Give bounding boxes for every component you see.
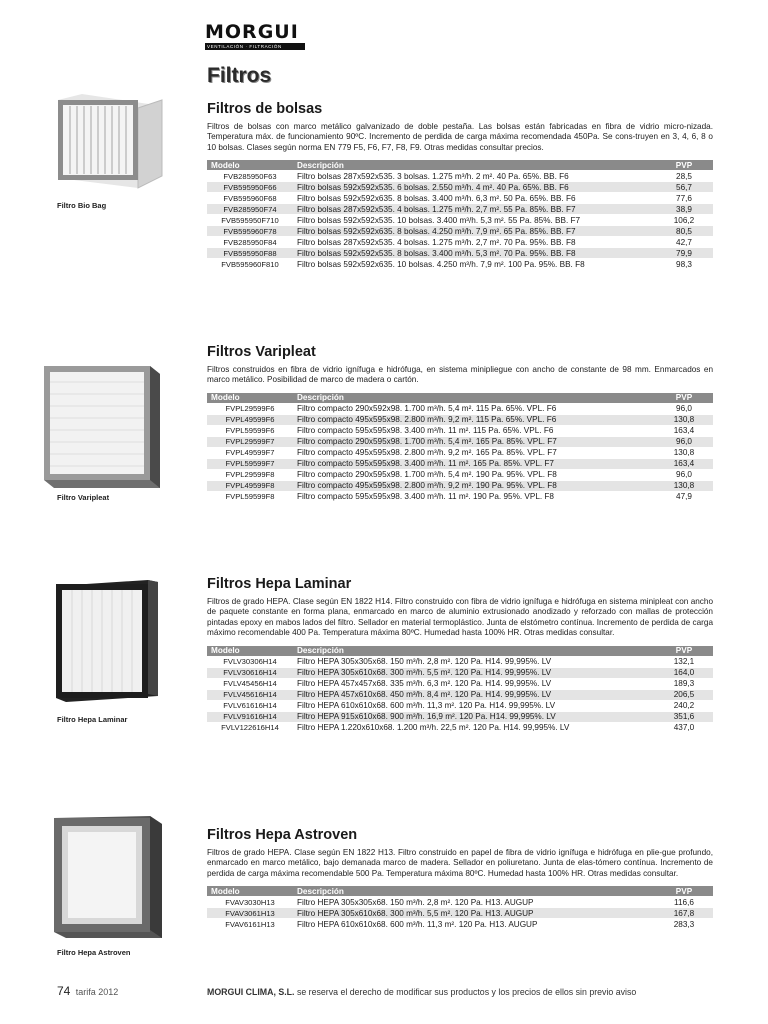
cell-price: 240,2 — [673, 701, 695, 711]
table-header-row — [207, 646, 713, 656]
page-number-block — [57, 984, 118, 998]
cell-description: Filtro bolsas 592x592x535. 10 bolsas. 3.400 m³/h. 5,3 m². 55 Pa. 85%. BB. F7 — [297, 215, 581, 225]
price-table — [207, 645, 713, 734]
section-hepa-laminar — [207, 576, 713, 734]
cell-price: 189,3 — [673, 679, 695, 689]
cell-description: Filtro compacto 595x595x98. 3.400 m³/h. 11 m². 115 Pa. 65%. VPL. F6 — [297, 426, 554, 436]
cell-description: Filtro HEPA 610x610x68. 600 m³/h. 11,3 m². 120 Pa. H14. 99,995%. LV — [297, 701, 556, 711]
table-header-row — [207, 886, 713, 896]
section-title: Filtros Varipleat — [207, 344, 316, 360]
column-header-price: PVP — [655, 160, 713, 170]
cell-model: FVB285950F84 — [223, 237, 277, 247]
cell-price: 437,0 — [673, 723, 695, 733]
cell-price: 167,8 — [655, 908, 713, 918]
column-header-description: Descripción — [293, 646, 655, 656]
cell-model: FVB595950F66 — [207, 182, 293, 192]
section-title: Filtros de bolsas — [207, 101, 323, 117]
table-header-row — [207, 160, 713, 170]
cell-price: 56,7 — [655, 182, 713, 192]
cell-description: Filtro compacto 495x595x98. 2.800 m³/h. 9,2 m². 165 Pa. 85%. VPL. F7 — [297, 448, 557, 458]
cell-price: 130,8 — [673, 448, 695, 458]
cell-description: Filtro compacto 595x595x98. 3.400 m³/h. 11 m². 165 Pa. 85%. VPL. F7 — [293, 459, 655, 469]
table-row — [207, 226, 713, 236]
section-bag-filters — [207, 101, 713, 270]
cell-price: 206,5 — [655, 690, 713, 700]
cell-model: FVPL29599F7 — [207, 437, 293, 447]
cell-description: Filtro compacto 290x595x98. 1.700 m³/h. 5,4 m². 190 Pa. 95%. VPL. F8 — [297, 470, 557, 480]
cell-model: FVPL49599F6 — [207, 415, 293, 425]
bag-filter-image — [52, 92, 164, 192]
cell-description: Filtro bolsas 287x592x535. 3 bolsas. 1.275 m³/h. 2 m². 40 Pa. 65%. BB. F6 — [297, 171, 569, 181]
footer-disclaimer — [207, 987, 636, 997]
image-caption: Filtro Hepa Laminar — [57, 715, 128, 724]
hepa-astroven-filter-image — [50, 812, 166, 942]
table-row — [207, 470, 713, 480]
brand-logo — [205, 22, 305, 50]
column-header-price: PVP — [655, 393, 713, 403]
column-header-description: Descripción — [293, 393, 655, 403]
column-header-description: Descripción — [293, 886, 655, 896]
cell-description: Filtro bolsas 287x592x535. 4 bolsas. 1.275 m³/h. 2,7 m². 55 Pa. 85%. BB. F7 — [293, 204, 655, 214]
cell-price: 164,0 — [655, 668, 713, 678]
cell-description: Filtro HEPA 457x610x68. 450 m³/h. 8,4 m². 120 Pa. H14. 99,995%. LV — [293, 690, 655, 700]
cell-price: 98,3 — [676, 259, 692, 269]
table-row — [207, 492, 713, 502]
cell-model: FVPL59599F8 — [225, 492, 275, 502]
cell-model: FVPL49599F7 — [225, 448, 275, 458]
cell-price: 42,7 — [676, 237, 692, 247]
image-caption: Filtro Bio Bag — [57, 201, 107, 210]
cell-description: Filtro compacto 495x595x98. 2.800 m³/h. 9,2 m². 115 Pa. 65%. VPL. F6 — [293, 415, 655, 425]
image-caption: Filtro Varipleat — [57, 493, 110, 502]
cell-model: FVPL49599F8 — [207, 481, 293, 491]
image-caption: Filtro Hepa Astroven — [57, 948, 131, 957]
cell-model: FVB595950F88 — [207, 248, 293, 258]
section-title: Filtros Hepa Laminar — [207, 576, 352, 592]
cell-model: FVLV61616H14 — [223, 701, 277, 711]
cell-description: Filtro compacto 290x595x98. 1.700 m³/h. 5,4 m². 165 Pa. 85%. VPL. F7 — [293, 437, 655, 447]
cell-model: FVPL29599F8 — [225, 470, 275, 480]
cell-price: 96,0 — [676, 470, 692, 480]
table-row — [207, 679, 713, 689]
table-row — [207, 723, 713, 733]
cell-description: Filtro HEPA 457x457x68. 335 m³/h. 6,3 m². 120 Pa. H14. 99,995%. LV — [297, 679, 552, 689]
cell-description: Filtro bolsas 592x592x635. 8 bolsas. 4.250 m³/h. 7,9 m². 65 Pa. 85%. BB. F7 — [293, 226, 655, 236]
cell-price: 28,5 — [676, 171, 692, 181]
cell-model: FVB595960F78 — [207, 226, 293, 236]
table-row — [207, 248, 713, 258]
column-header-model: Modelo — [207, 886, 293, 896]
cell-price: 79,9 — [655, 248, 713, 258]
table-row — [207, 897, 713, 907]
table-row — [207, 448, 713, 458]
section-description: Filtros de bolsas con marco metálico galvanizado de doble pestaña. Las bolsas están fabricadas en fibra de vidrio micro-nizada. Temperatura máx. de funcionamiento 90ºC. Incremento de perdida de carga máxima recomendada 450Pa. Se cons-truyen en 3, 4, 6, 8 o 10 bolsas. Clases según norma EN 779 F5, F6, F7, F8, F9. Otras medidas consultar precios. — [207, 122, 713, 152]
cell-price: 38,9 — [655, 204, 713, 214]
cell-price: 96,0 — [655, 437, 713, 447]
cell-description: Filtro compacto 595x595x98. 3.400 m³/h. 11 m². 190 Pa. 95%. VPL. F8 — [297, 492, 554, 502]
table-row — [207, 481, 713, 491]
cell-description: Filtro HEPA 305x610x68. 300 m³/h. 5,5 m². 120 Pa. H13. AUGUP — [293, 908, 655, 918]
cell-model: FVB595950F710 — [221, 215, 279, 225]
cell-model: FVLV45616H14 — [207, 690, 293, 700]
section-varipleat — [207, 344, 713, 503]
cell-model: FVLV122616H14 — [221, 723, 279, 733]
cell-model: FVLV45456H14 — [223, 679, 277, 689]
column-header-price: PVP — [655, 886, 713, 896]
cell-description: Filtro HEPA 1.220x610x68. 1.200 m³/h. 22,5 m². 120 Pa. H14. 99,995%. LV — [297, 723, 570, 733]
cell-model: FVB595960F810 — [221, 259, 279, 269]
price-table — [207, 159, 713, 270]
cell-description: Filtro bolsas 592x592x635. 10 bolsas. 4.250 m³/h. 7,9 m². 100 Pa. 95%. BB. F8 — [297, 259, 585, 269]
disclaimer-text: se reserva el derecho de modificar sus productos y los precios de ellos sin previo aviso — [296, 987, 637, 997]
varipleat-filter-image — [40, 362, 164, 492]
cell-model: FVB285950F74 — [207, 204, 293, 214]
price-table — [207, 392, 713, 503]
company-name: MORGUI CLIMA, S.L. — [207, 987, 295, 997]
table-row — [207, 668, 713, 678]
table-row — [207, 204, 713, 214]
table-row — [207, 426, 713, 436]
table-row — [207, 215, 713, 225]
cell-price: 132,1 — [673, 657, 695, 667]
cell-description: Filtro bolsas 592x592x535. 8 bolsas. 3.400 m³/h. 5,3 m². 70 Pa. 95%. BB. F8 — [293, 248, 655, 258]
cell-price: 116,6 — [674, 897, 694, 907]
table-header-row — [207, 393, 713, 403]
table-row — [207, 690, 713, 700]
cell-description: Filtro HEPA 305x610x68. 300 m³/h. 5,5 m². 120 Pa. H14. 99,995%. LV — [293, 668, 655, 678]
table-row — [207, 437, 713, 447]
cell-model: FVLV30616H14 — [207, 668, 293, 678]
table-row — [207, 182, 713, 192]
hepa-laminar-filter-image — [52, 576, 164, 706]
section-description: Filtros construidos en fibra de vidrio ignífuga e hidrófuga, en sistema minipliegue con ancho de constante de 98 mm. Enmarcados en marco metálico. Posibilidad de marco de madera o cartón. — [207, 365, 713, 385]
cell-model: FVAV3061H13 — [207, 908, 293, 918]
cell-price: 130,8 — [655, 481, 713, 491]
cell-price: 351,6 — [655, 712, 713, 722]
cell-model: FVB285950F63 — [223, 171, 277, 181]
table-row — [207, 259, 713, 269]
cell-model: FVB595960F68 — [223, 193, 277, 203]
cell-price: 47,9 — [676, 492, 692, 502]
table-row — [207, 459, 713, 469]
cell-price: 77,6 — [676, 193, 692, 203]
column-header-model: Modelo — [207, 160, 293, 170]
cell-model: FVLV91616H14 — [207, 712, 293, 722]
page-number: 74 — [57, 984, 71, 998]
cell-model: FVLV30306H14 — [223, 657, 277, 667]
tariff-label: tarifa 2012 — [75, 987, 119, 997]
column-header-model: Modelo — [207, 393, 293, 403]
cell-description: Filtro bolsas 592x592x635. 8 bolsas. 3.400 m³/h. 6,3 m². 50 Pa. 65%. BB. F6 — [297, 193, 576, 203]
cell-price: 283,3 — [673, 919, 695, 929]
page-title: Filtros — [207, 64, 272, 87]
section-title: Filtros Hepa Astroven — [207, 827, 358, 843]
cell-model: FVPL59599F6 — [225, 426, 275, 436]
table-row — [207, 404, 713, 414]
cell-description: Filtro bolsas 592x592x535. 6 bolsas. 2.550 m³/h. 4 m². 40 Pa. 65%. BB. F6 — [293, 182, 655, 192]
price-table — [207, 885, 713, 930]
table-row — [207, 657, 713, 667]
table-row — [207, 919, 713, 929]
section-hepa-astroven — [207, 827, 713, 930]
cell-description: Filtro HEPA 610x610x68. 600 m³/h. 11,3 m². 120 Pa. H13. AUGUP — [297, 919, 538, 929]
table-row — [207, 237, 713, 247]
cell-description: Filtro bolsas 287x592x535. 4 bolsas. 1.275 m³/h. 2,7 m². 70 Pa. 95%. BB. F8 — [297, 237, 576, 247]
cell-description: Filtro compacto 290x592x98. 1.700 m³/h. 5,4 m². 115 Pa. 65%. VPL. F6 — [297, 404, 557, 414]
column-header-description: Descripción — [293, 160, 655, 170]
brand-tagline: VENTILACIÓN · FILTRACIÓN — [205, 43, 305, 50]
table-row — [207, 193, 713, 203]
cell-price: 96,0 — [676, 404, 692, 414]
cell-price: 106,2 — [673, 215, 695, 225]
cell-price: 130,8 — [655, 415, 713, 425]
brand-name: MORGUI — [205, 21, 299, 43]
cell-description: Filtro HEPA 915x610x68. 900 m³/h. 16,9 m². 120 Pa. H14. 99,995%. LV — [293, 712, 655, 722]
cell-price: 80,5 — [655, 226, 713, 236]
section-description: Filtros de grado HEPA. Clase según EN 1822 H13. Filtro construido en papel de fibra de vidrio ignífuga e hidrófuga en plie-gue profundo, enmarcado en marco metálico, bajo demanada marco de madera. Sellador en poliuretano. Junta de elas-tómero contínua. Incremento de perdida de carga máxima recomendable 500 Pa. Temperatura máxima 80ºC. Humedad hasta 100% HR. Otras medidas consultar. — [207, 848, 713, 878]
cell-model: FVPL29599F6 — [225, 404, 275, 414]
table-row — [207, 171, 713, 181]
table-row — [207, 712, 713, 722]
table-row — [207, 908, 713, 918]
cell-price: 163,4 — [673, 426, 695, 436]
table-row — [207, 415, 713, 425]
column-header-model: Modelo — [207, 646, 293, 656]
cell-model: FVAV6161H13 — [225, 919, 275, 929]
section-description: Filtros de grado HEPA. Clase según EN 1822 H14. Filtro construido con fibra de vidrio ignífuga e hidrófuga en sistema minipleat con ancho de paquete constante en forma plana, enmarcado en marco de aluminio extrusionado anodizado y reforzado con mallas de protección pintadas epoxy en mabos lados del filtro. Sellador en material termoplástico. Junta de elstómetro contínua. Incremento de perdida de carga máximo recomendable 400 Pa. Temperatura máxima 80ºC. Humedad hasta 100% HR. Otras medidas consultar. — [207, 597, 713, 638]
cell-model: FVPL59599F7 — [207, 459, 293, 469]
column-header-price: PVP — [655, 646, 713, 656]
cell-model: FVAV3030H13 — [225, 897, 275, 907]
cell-description: Filtro HEPA 305x305x68. 150 m³/h. 2,8 m². 120 Pa. H14. 99,995%. LV — [297, 657, 552, 667]
cell-price: 163,4 — [655, 459, 713, 469]
table-row — [207, 701, 713, 711]
cell-description: Filtro compacto 495x595x98. 2.800 m³/h. 9,2 m². 190 Pa. 95%. VPL. F8 — [293, 481, 655, 491]
cell-description: Filtro HEPA 305x305x68. 150 m³/h. 2,8 m². 120 Pa. H13. AUGUP — [297, 897, 534, 907]
